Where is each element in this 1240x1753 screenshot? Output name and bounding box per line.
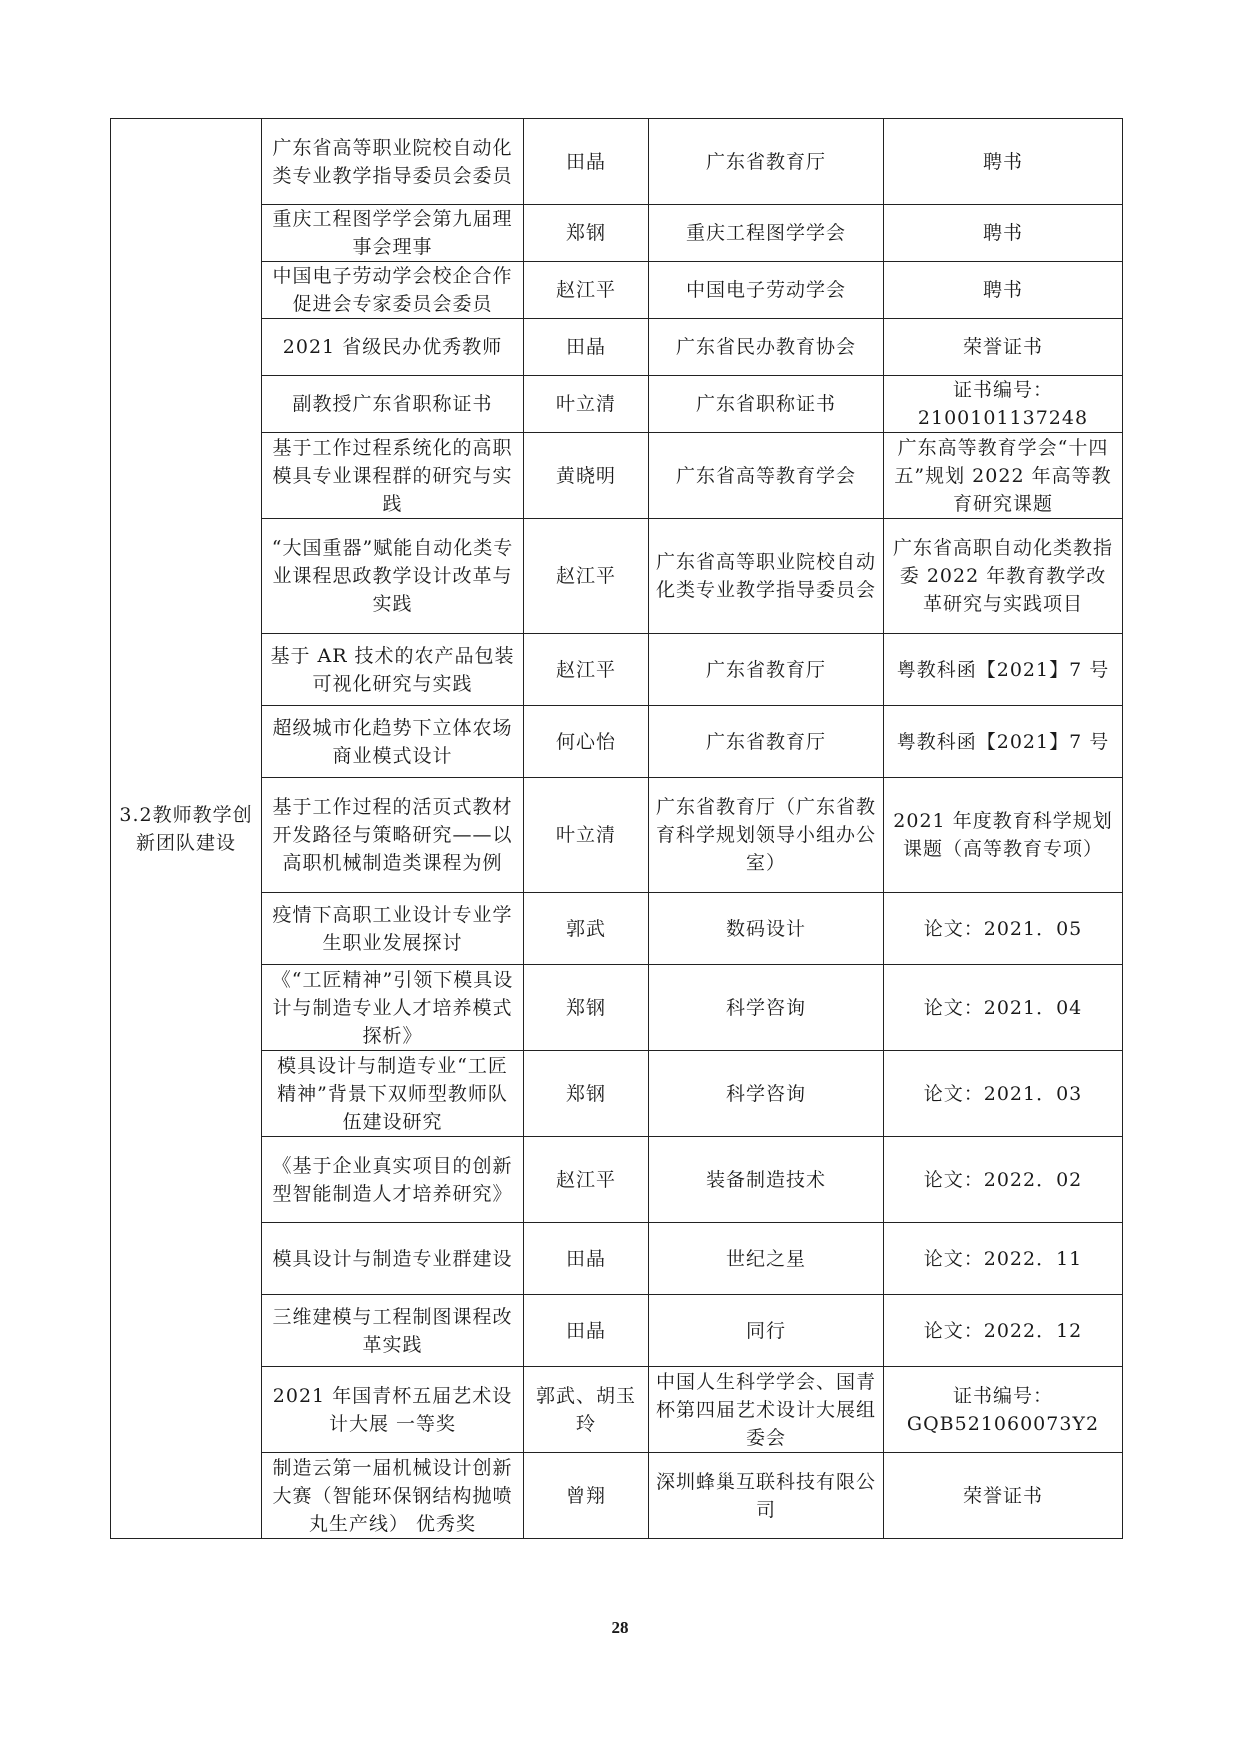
issuer-cell: 广东省民办教育协会 [649,319,884,376]
person-cell: 郑钢 [524,965,649,1051]
table-row [111,519,1123,634]
title-cell: 2021 省级民办优秀教师 [262,319,524,376]
issuer-cell: 科学咨询 [649,1051,884,1137]
title-cell: 中国电子劳动学会校企合作促进会专家委员会委员 [262,262,524,319]
person-cell: 何心怡 [524,706,649,778]
issuer-cell: 科学咨询 [649,965,884,1051]
table-row [111,778,1123,893]
table-row [111,376,1123,433]
issuer-cell: 广东省职称证书 [649,376,884,433]
person-cell: 田晶 [524,119,649,205]
issuer-cell: 装备制造技术 [649,1137,884,1223]
person-cell: 曾翔 [524,1453,649,1539]
table-row [111,319,1123,376]
issuer-cell: 中国人生科学学会、国青杯第四届艺术设计大展组委会 [649,1367,884,1453]
table-row [111,1295,1123,1367]
note-cell: 证书编号：2100101137248 [884,376,1123,433]
person-cell: 叶立清 [524,376,649,433]
note-cell: 荣誉证书 [884,319,1123,376]
table-row [111,1223,1123,1295]
person-cell: 郑钢 [524,1051,649,1137]
title-cell: 广东省高等职业院校自动化类专业教学指导委员会委员 [262,119,524,205]
issuer-cell: 深圳蜂巢互联科技有限公司 [649,1453,884,1539]
table-row [111,893,1123,965]
person-cell: 赵江平 [524,262,649,319]
issuer-cell: 广东省高等教育学会 [649,433,884,519]
table-row [111,1137,1123,1223]
note-cell: 广东高等教育学会“十四五”规划 2022 年高等教育研究课题 [884,433,1123,519]
note-cell: 粤教科函【2021】7 号 [884,706,1123,778]
issuer-cell: 中国电子劳动学会 [649,262,884,319]
note-cell: 论文：2022．02 [884,1137,1123,1223]
title-cell: 副教授广东省职称证书 [262,376,524,433]
table-row [111,965,1123,1051]
title-cell: 基于工作过程系统化的高职模具专业课程群的研究与实践 [262,433,524,519]
note-cell: 粤教科函【2021】7 号 [884,634,1123,706]
person-cell: 黄晓明 [524,433,649,519]
note-cell: 广东省高职自动化类教指委 2022 年教育教学改革研究与实践项目 [884,519,1123,634]
note-cell: 聘书 [884,262,1123,319]
achievements-table [110,118,1123,1539]
note-cell: 论文：2022．11 [884,1223,1123,1295]
issuer-cell: 广东省高等职业院校自动化类专业教学指导委员会 [649,519,884,634]
table-row [111,119,1123,205]
person-cell: 赵江平 [524,1137,649,1223]
title-cell: 超级城市化趋势下立体农场商业模式设计 [262,706,524,778]
person-cell: 赵江平 [524,634,649,706]
table-row [111,1367,1123,1453]
person-cell: 田晶 [524,1223,649,1295]
issuer-cell: 广东省教育厅 [649,634,884,706]
table-row [111,1453,1123,1539]
note-cell: 聘书 [884,119,1123,205]
table-row [111,262,1123,319]
issuer-cell: 数码设计 [649,893,884,965]
page-number: 28 [611,1618,629,1637]
title-cell: “大国重器”赋能自动化类专 业课程思政教学设计改革与实践 [262,519,524,634]
title-cell: 三维建模与工程制图课程改革实践 [262,1295,524,1367]
note-cell: 聘书 [884,205,1123,262]
person-cell: 郭武 [524,893,649,965]
table-row [111,205,1123,262]
issuer-cell: 广东省教育厅 [649,119,884,205]
note-cell: 论文：2021．05 [884,893,1123,965]
note-cell: 论文：2021．04 [884,965,1123,1051]
note-cell: 证书编号：GQB521060073Y2 [884,1367,1123,1453]
table-row [111,433,1123,519]
note-cell: 荣誉证书 [884,1453,1123,1539]
note-cell: 论文：2021．03 [884,1051,1123,1137]
title-cell: 基于 AR 技术的农产品包装可视化研究与实践 [262,634,524,706]
title-cell: 模具设计与制造专业群建设 [262,1223,524,1295]
person-cell: 田晶 [524,319,649,376]
title-cell: 模具设计与制造专业“工匠精神”背景下双师型教师队伍建设研究 [262,1051,524,1137]
table-row [111,634,1123,706]
issuer-cell: 同行 [649,1295,884,1367]
issuer-cell: 世纪之星 [649,1223,884,1295]
note-cell: 论文：2022．12 [884,1295,1123,1367]
title-cell: 制造云第一届机械设计创新大赛（智能环保钢结构抛喷丸生产线） 优秀奖 [262,1453,524,1539]
issuer-cell: 重庆工程图学学会 [649,205,884,262]
title-cell: 《基于企业真实项目的创新型智能制造人才培养研究》 [262,1137,524,1223]
person-cell: 郑钢 [524,205,649,262]
title-cell: 2021 年国青杯五届艺术设计大展 一等奖 [262,1367,524,1453]
table-row [111,706,1123,778]
issuer-cell: 广东省教育厅（广东省教育科学规划领导小组办公室） [649,778,884,893]
person-cell: 叶立清 [524,778,649,893]
person-cell: 赵江平 [524,519,649,634]
note-cell: 2021 年度教育科学规划课题（高等教育专项） [884,778,1123,893]
person-cell: 郭武、胡玉玲 [524,1367,649,1453]
person-cell: 田晶 [524,1295,649,1367]
title-cell: 疫情下高职工业设计专业学生职业发展探讨 [262,893,524,965]
issuer-cell: 广东省教育厅 [649,706,884,778]
title-cell: 重庆工程图学学会第九届理事会理事 [262,205,524,262]
title-cell: 基于工作过程的活页式教材开发路径与策略研究——以高职机械制造类课程为例 [262,778,524,893]
table-row [111,1051,1123,1137]
category-cell: 3.2教师教学创新团队建设 [111,119,262,1539]
title-cell: 《“工匠精神”引领下模具设计与制造专业人才培养模式探析》 [262,965,524,1051]
